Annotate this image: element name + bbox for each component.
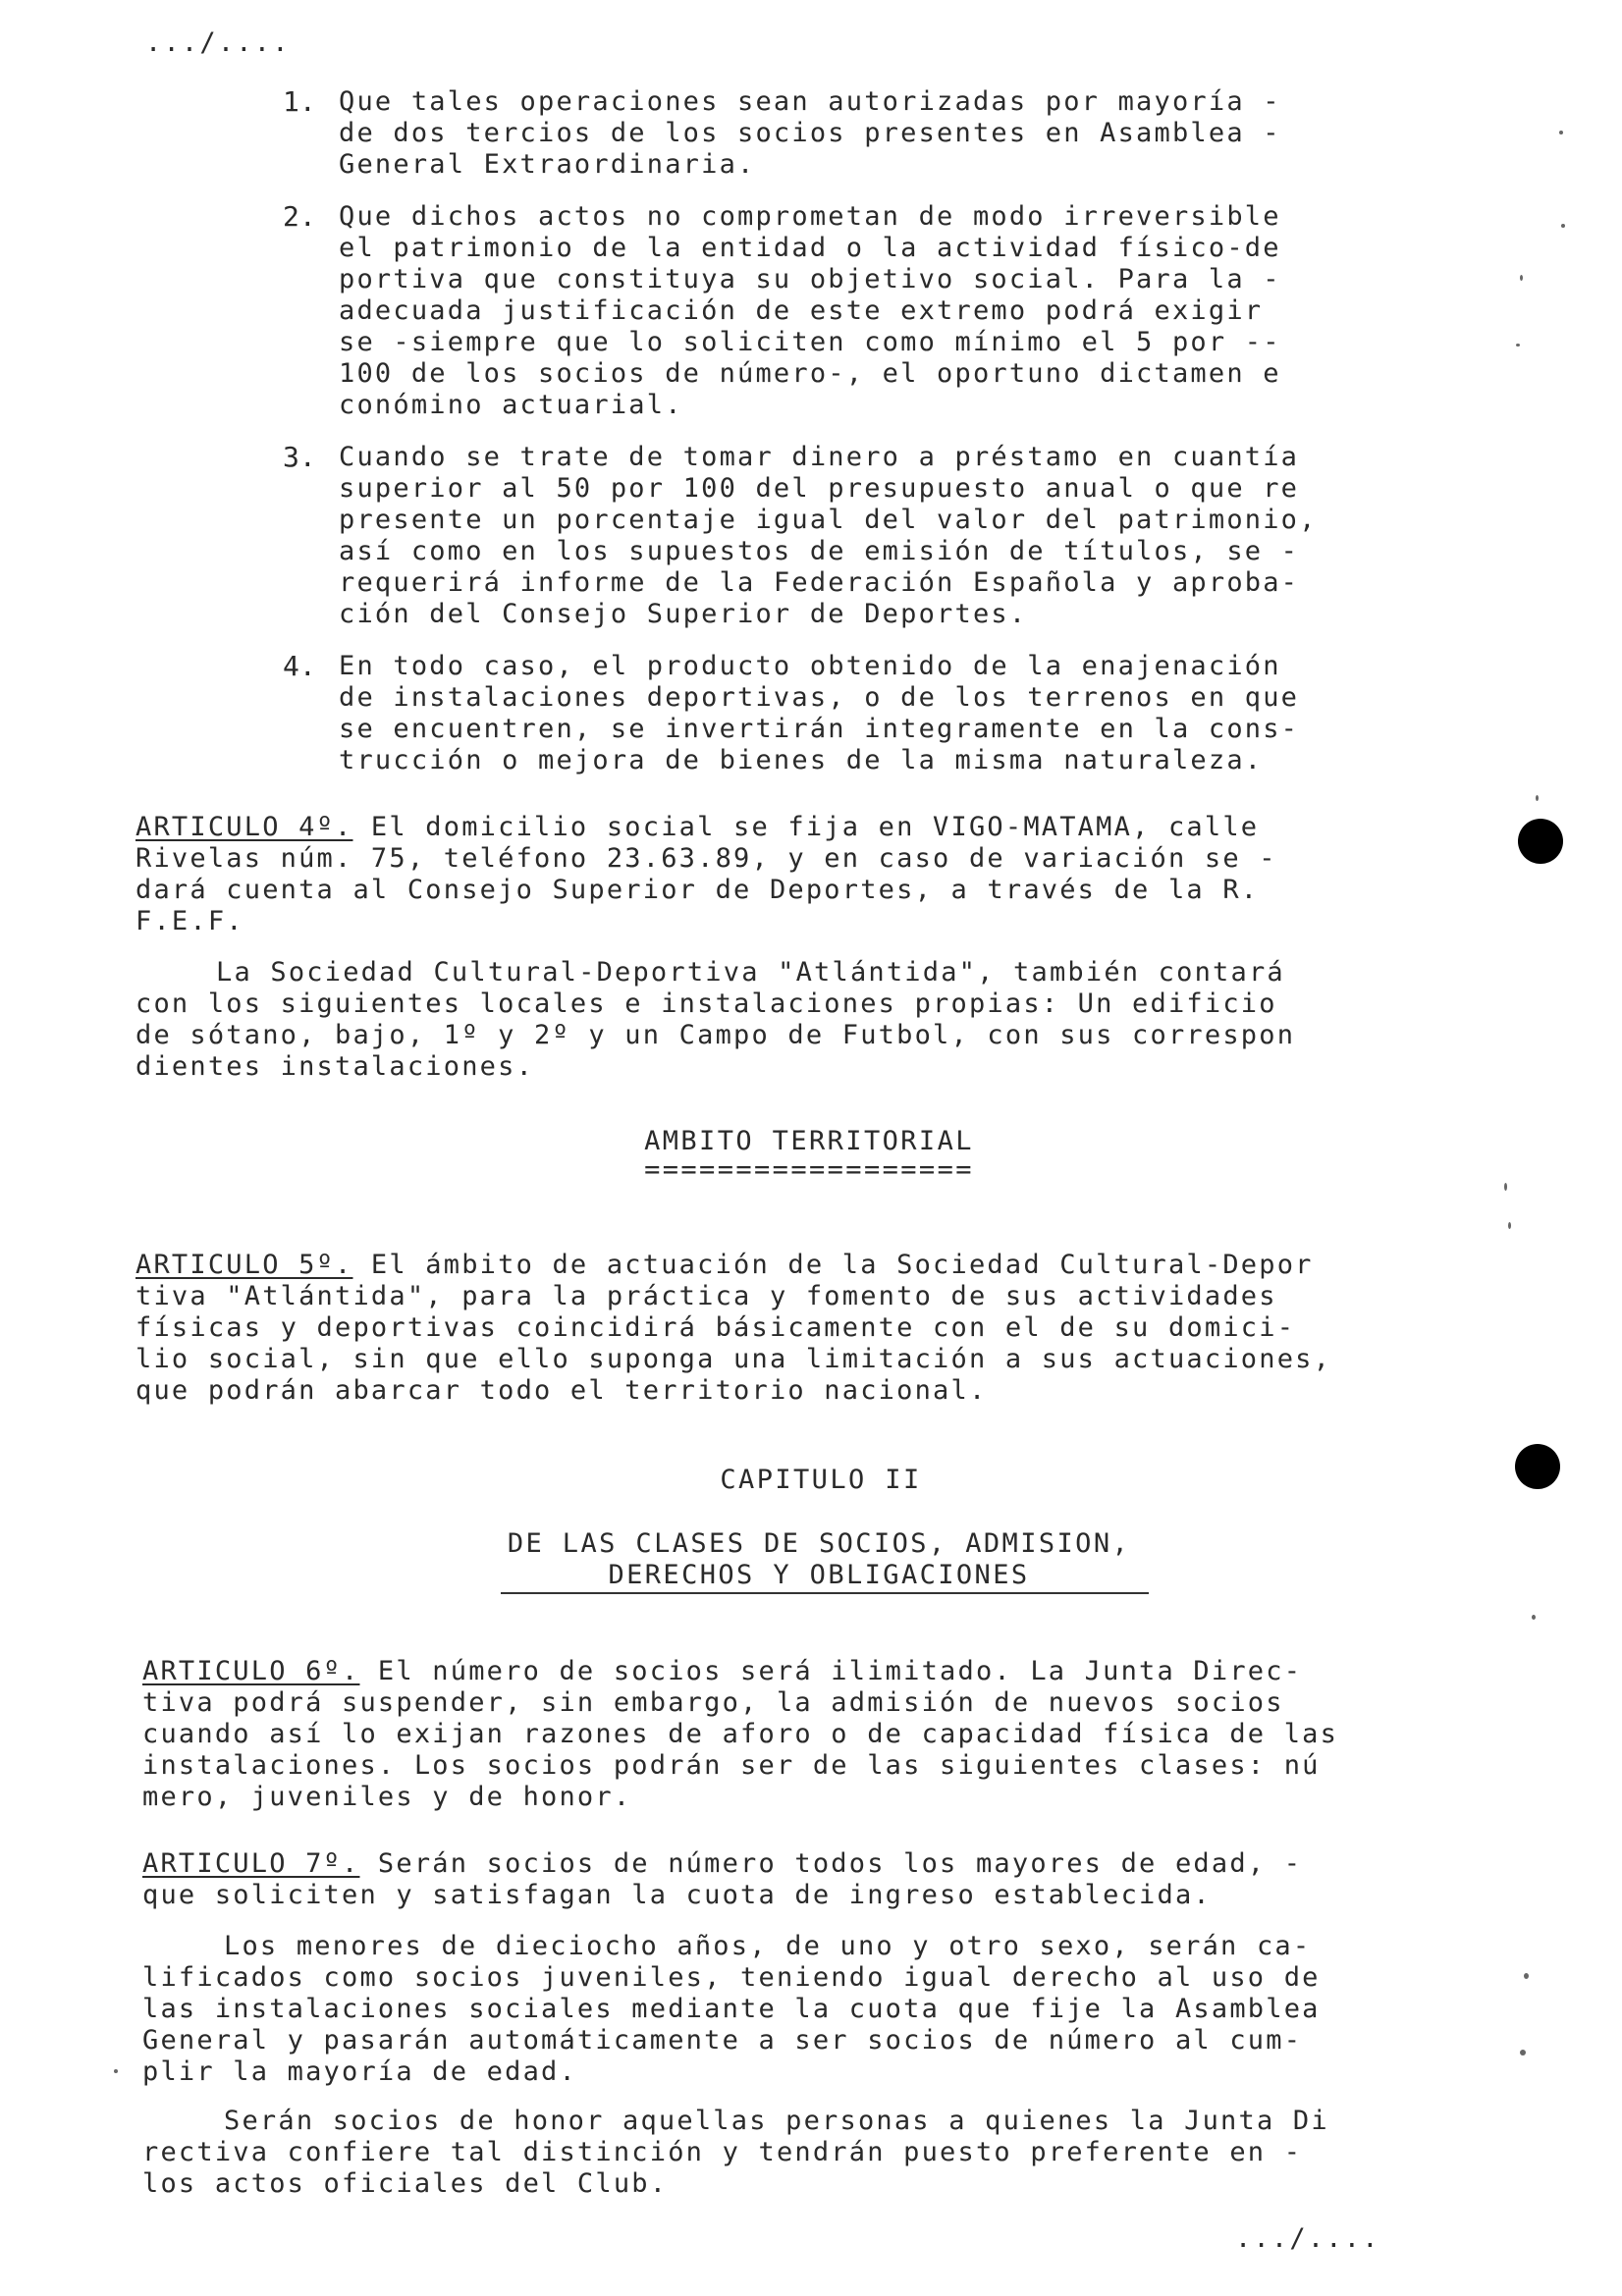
item-2-line: 100 de los socios de número-, el oportuno dictamen e: [339, 358, 1281, 389]
article-7-line: que soliciten y satisfagan la cuota de ingreso establecida.: [142, 1880, 1212, 1910]
scan-speck: [1532, 1615, 1536, 1620]
article-7-label: ARTICULO 7º.: [142, 1848, 360, 1879]
chapter-title: CAPITULO II: [720, 1465, 922, 1495]
item-4-line: de instalaciones deportivas, o de los terrenos en que: [339, 682, 1300, 713]
article-7-para3-line: Serán socios de honor aquellas personas a quienes la Junta Di: [224, 2106, 1329, 2136]
scan-speck: [114, 2069, 118, 2073]
punch-hole: [1518, 819, 1563, 864]
article-5-line: físicas y deportivas coincidirá básicamente con el de su domici-: [135, 1312, 1296, 1343]
article-4-line: Rivelas núm. 75, teléfono 23.63.89, y en caso de variación se -: [135, 843, 1277, 874]
item-3-line: ción del Consejo Superior de Deportes.: [339, 599, 1028, 629]
article-6-line: cuando así lo exijan razones de aforo o de capacidad física de las: [142, 1719, 1339, 1749]
article-5-line: tiva "Atlántida", para la práctica y fomento de sus actividades: [135, 1281, 1277, 1311]
scan-speck: [1508, 1222, 1511, 1229]
article-4-line: dará cuenta al Consejo Superior de Deportes, a través de la R.: [135, 875, 1260, 905]
item-3-line: presente un porcentaje igual del valor del patrimonio,: [339, 505, 1318, 535]
item-number-1: 1.: [283, 85, 316, 118]
footer-continuation: .../....: [1235, 2223, 1380, 2254]
article-7-para3-line: rectiva confiere tal distinción y tendrán puesto preferente en -: [142, 2137, 1303, 2167]
article-6-label: ARTICULO 6º.: [142, 1656, 360, 1686]
article-6-line: mero, juveniles y de honor.: [142, 1782, 632, 1812]
item-2-line: conómino actuarial.: [339, 390, 683, 420]
item-2-line: portiva que constituya su objetivo social. Para la -: [339, 264, 1281, 294]
scan-speck: [1520, 275, 1523, 281]
scan-speck: [1520, 2050, 1526, 2056]
article-5-first-line: [135, 1250, 1314, 1281]
article-4-para2-line: de sótano, bajo, 1º y 2º y un Campo de Futbol, con sus correspon: [135, 1020, 1296, 1050]
item-2-line: se -siempre que lo soliciten como mínimo el 5 por --: [339, 327, 1281, 357]
article-7-first-line: [142, 1848, 1302, 1880]
article-6-text: El número de socios será ilimitado. La Junta Direc-: [359, 1656, 1303, 1686]
article-7-para2-line: lificados como socios juveniles, teniendo igual derecho al uso de: [142, 1962, 1321, 1993]
punch-hole: [1515, 1444, 1560, 1489]
item-4-line: En todo caso, el producto obtenido de la enajenación: [339, 651, 1281, 681]
chapter-subtitle: DERECHOS Y OBLIGACIONES: [608, 1560, 1030, 1590]
article-5-line: lio social, sin que ello suponga una limitación a sus actuaciones,: [135, 1344, 1332, 1374]
scan-speck: [1516, 344, 1520, 347]
item-3-line: requerirá informe de la Federación Española y aproba-: [339, 567, 1300, 598]
article-4-first-line: [135, 812, 1259, 843]
article-4-para2-line: La Sociedad Cultural-Deportiva "Atlántida", también contará: [216, 957, 1285, 988]
article-7-para2-line: plir la mayoría de edad.: [142, 2056, 577, 2087]
chapter-underline: [501, 1592, 1149, 1594]
item-2-line: el patrimonio de la entidad o la actividad físico-de: [339, 233, 1281, 263]
article-7-para2-line: Los menores de dieciocho años, de uno y otro sexo, serán ca-: [224, 1931, 1312, 1961]
item-1-line: de dos tercios de los socios presentes en Asamblea -: [339, 118, 1281, 148]
article-5-label: ARTICULO 5º.: [135, 1250, 353, 1280]
item-number-2: 2.: [283, 200, 316, 233]
article-6-first-line: [142, 1656, 1302, 1687]
article-4-para2-line: dientes instalaciones.: [135, 1051, 535, 1082]
article-5-text: El ámbito de actuación de la Sociedad Cultural-Depor: [352, 1250, 1314, 1280]
scan-speck: [1559, 131, 1563, 134]
section-title-ambito-rule: ==================: [644, 1154, 974, 1185]
article-4-label: ARTICULO 4º.: [135, 812, 353, 842]
item-number-4: 4.: [283, 650, 316, 682]
article-7-para2-line: General y pasarán automáticamente a ser socios de número al cum-: [142, 2025, 1303, 2056]
item-1-line: Que tales operaciones sean autorizadas por mayoría -: [339, 86, 1281, 117]
scan-speck: [1536, 795, 1539, 801]
article-7-para2-line: las instalaciones sociales mediante la cuota que fije la Asamblea: [142, 1994, 1321, 2024]
item-2-line: Que dichos actos no comprometan de modo irreversible: [339, 201, 1281, 232]
item-1-line: General Extraordinaria.: [339, 149, 756, 180]
article-4-text: El domicilio social se fija en VIGO-MATAMA, calle: [352, 812, 1260, 842]
article-7-text: Serán socios de número todos los mayores de edad, -: [359, 1848, 1303, 1879]
item-3-line: Cuando se trate de tomar dinero a préstamo en cuantía: [339, 442, 1300, 472]
article-6-line: instalaciones. Los socios podrán ser de las siguientes clases: nú: [142, 1750, 1321, 1781]
article-4-para2-line: con los siguientes locales e instalaciones propias: Un edificio: [135, 988, 1277, 1019]
item-number-3: 3.: [283, 441, 316, 473]
scan-speck: [1524, 1973, 1529, 1979]
item-4-line: se encuentren, se invertirán integramente en la cons-: [339, 714, 1300, 744]
section-title-ambito: AMBITO TERRITORIAL: [644, 1126, 974, 1156]
article-7-para3-line: los actos oficiales del Club.: [142, 2168, 669, 2199]
scan-speck: [1504, 1183, 1507, 1191]
item-2-line: adecuada justificación de este extremo podrá exigir: [339, 295, 1264, 326]
article-4-line: F.E.F.: [135, 906, 244, 936]
item-3-line: superior al 50 por 100 del presupuesto anual o que re: [339, 473, 1300, 504]
article-6-line: tiva podrá suspender, sin embargo, la admisión de nuevos socios: [142, 1687, 1284, 1718]
item-3-line: así como en los supuestos de emisión de títulos, se -: [339, 536, 1300, 566]
item-4-line: trucción o mejora de bienes de la misma naturaleza.: [339, 745, 1264, 775]
article-5-line: que podrán abarcar todo el territorio nacional.: [135, 1375, 988, 1406]
scan-speck: [1561, 224, 1565, 228]
header-continuation: .../....: [145, 27, 291, 58]
chapter-subtitle: DE LAS CLASES DE SOCIOS, ADMISION,: [507, 1528, 1131, 1559]
